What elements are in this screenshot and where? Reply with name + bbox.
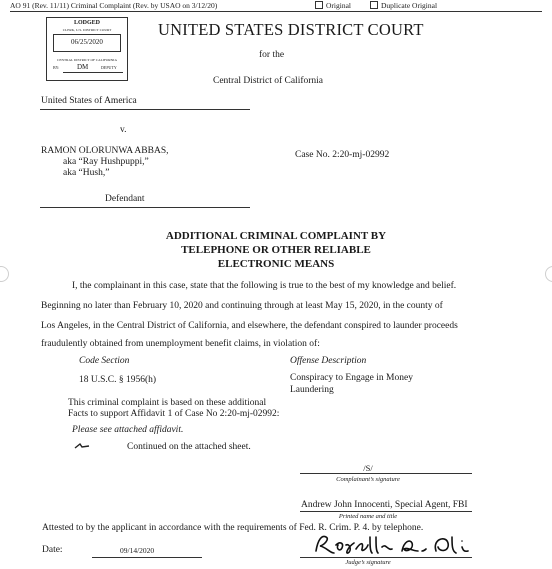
defendant-label: Defendant	[105, 194, 145, 204]
see-attached: Please see attached affidavit.	[72, 425, 184, 435]
defendant-aka2: aka “Hush,”	[63, 168, 110, 178]
original-label: Original	[326, 1, 351, 10]
offense-line2: Laundering	[290, 385, 334, 395]
defendant-aka1: aka “Ray Hushpuppi,”	[63, 157, 149, 167]
document-title-line1: ADDITIONAL CRIMINAL COMPLAINT BY	[165, 230, 387, 242]
complainant-signature: /S/	[363, 463, 373, 473]
stamp-deputy: DEPUTY	[101, 65, 117, 70]
complainant-signature-label: Complainant’s signature	[336, 476, 400, 483]
document-title-line2: TELEPHONE OR OTHER RELIABLE	[181, 244, 371, 256]
stamp-rule	[63, 72, 123, 73]
duplicate-label: Duplicate Original	[381, 1, 438, 10]
judge-signature-rule	[300, 557, 472, 558]
judge-signature	[312, 531, 482, 557]
printed-name-label: Printed name and title	[338, 513, 398, 520]
stamp-district: CENTRAL DISTRICT OF CALIFORNIA	[57, 58, 117, 62]
body-p2: Beginning no later than February 10, 2020 and continuing through at least May 15, 2020, in the county of	[41, 301, 443, 311]
complainant-signature-rule	[300, 473, 472, 474]
court-district: Central District of California	[213, 76, 324, 86]
versus: v.	[120, 125, 127, 135]
attestation: Attested to by the applicant in accordance with the requirements of Fed. R. Crim. P. 4. by telephone.	[42, 523, 424, 533]
defendant-rule	[40, 207, 250, 208]
basis-line2: Facts to support Affidavit 1 of Case No 2:20-mj-02992:	[68, 409, 280, 419]
printed-name: Andrew John Innocenti, Special Agent, FBI	[301, 500, 468, 510]
date-label: Date:	[42, 545, 63, 555]
stamp-clerk: CLERK, U.S. DISTRICT COURT	[62, 28, 112, 32]
code-section: 18 U.S.C. § 1956(h)	[79, 375, 157, 385]
offense-header: Offense Description	[290, 356, 367, 366]
plaintiff: United States of America	[41, 96, 137, 106]
date-value: 09/14/2020	[120, 546, 155, 555]
judge-signature-label: Judge’s signature	[345, 559, 391, 566]
court-for-the: for the	[259, 50, 285, 60]
body-p1: I, the complainant in this case, state that the following is true to the best of my knowledge and belief.	[72, 281, 457, 291]
original-checkbox	[315, 1, 323, 9]
court-name: UNITED STATES DISTRICT COURT	[158, 20, 424, 39]
stamp-initials: DM	[77, 63, 89, 71]
duplicate-option	[370, 1, 437, 10]
stamp-title: LODGED	[73, 20, 100, 26]
document-title-line3: ELECTRONIC MEANS	[217, 258, 335, 270]
header-rule	[10, 11, 542, 12]
duplicate-checkbox	[370, 1, 378, 9]
case-number: Case No. 2:20-mj-02992	[295, 150, 390, 160]
next-page-button[interactable]	[545, 266, 552, 282]
body-p3: Los Angeles, in the Central District of California, and elsewhere, the defendant conspired to launder proceeds	[41, 321, 458, 331]
original-option	[315, 1, 351, 10]
offense-line1: Conspiracy to Engage in Money	[290, 373, 413, 383]
continued-check-mark	[74, 442, 90, 450]
code-section-header: Code Section	[79, 356, 130, 366]
printed-name-rule	[300, 511, 472, 512]
continued-sheet: Continued on the attached sheet.	[127, 442, 251, 452]
basis-line1: This criminal complaint is based on these additional	[68, 398, 267, 408]
plaintiff-rule	[40, 109, 250, 110]
defendant-name: RAMON OLORUNWA ABBAS,	[41, 146, 169, 156]
stamp-by: BY:	[53, 65, 60, 70]
form-id: AO 91 (Rev. 11/11) Criminal Complaint (Rev. by USAO on 3/12/20)	[10, 1, 218, 10]
stamp-date: 06/25/2020	[71, 38, 103, 46]
body-p4: fraudulently obtained from unemployment benefit claims, in violation of:	[41, 339, 320, 349]
lodged-stamp	[46, 17, 128, 81]
date-rule	[92, 557, 202, 558]
